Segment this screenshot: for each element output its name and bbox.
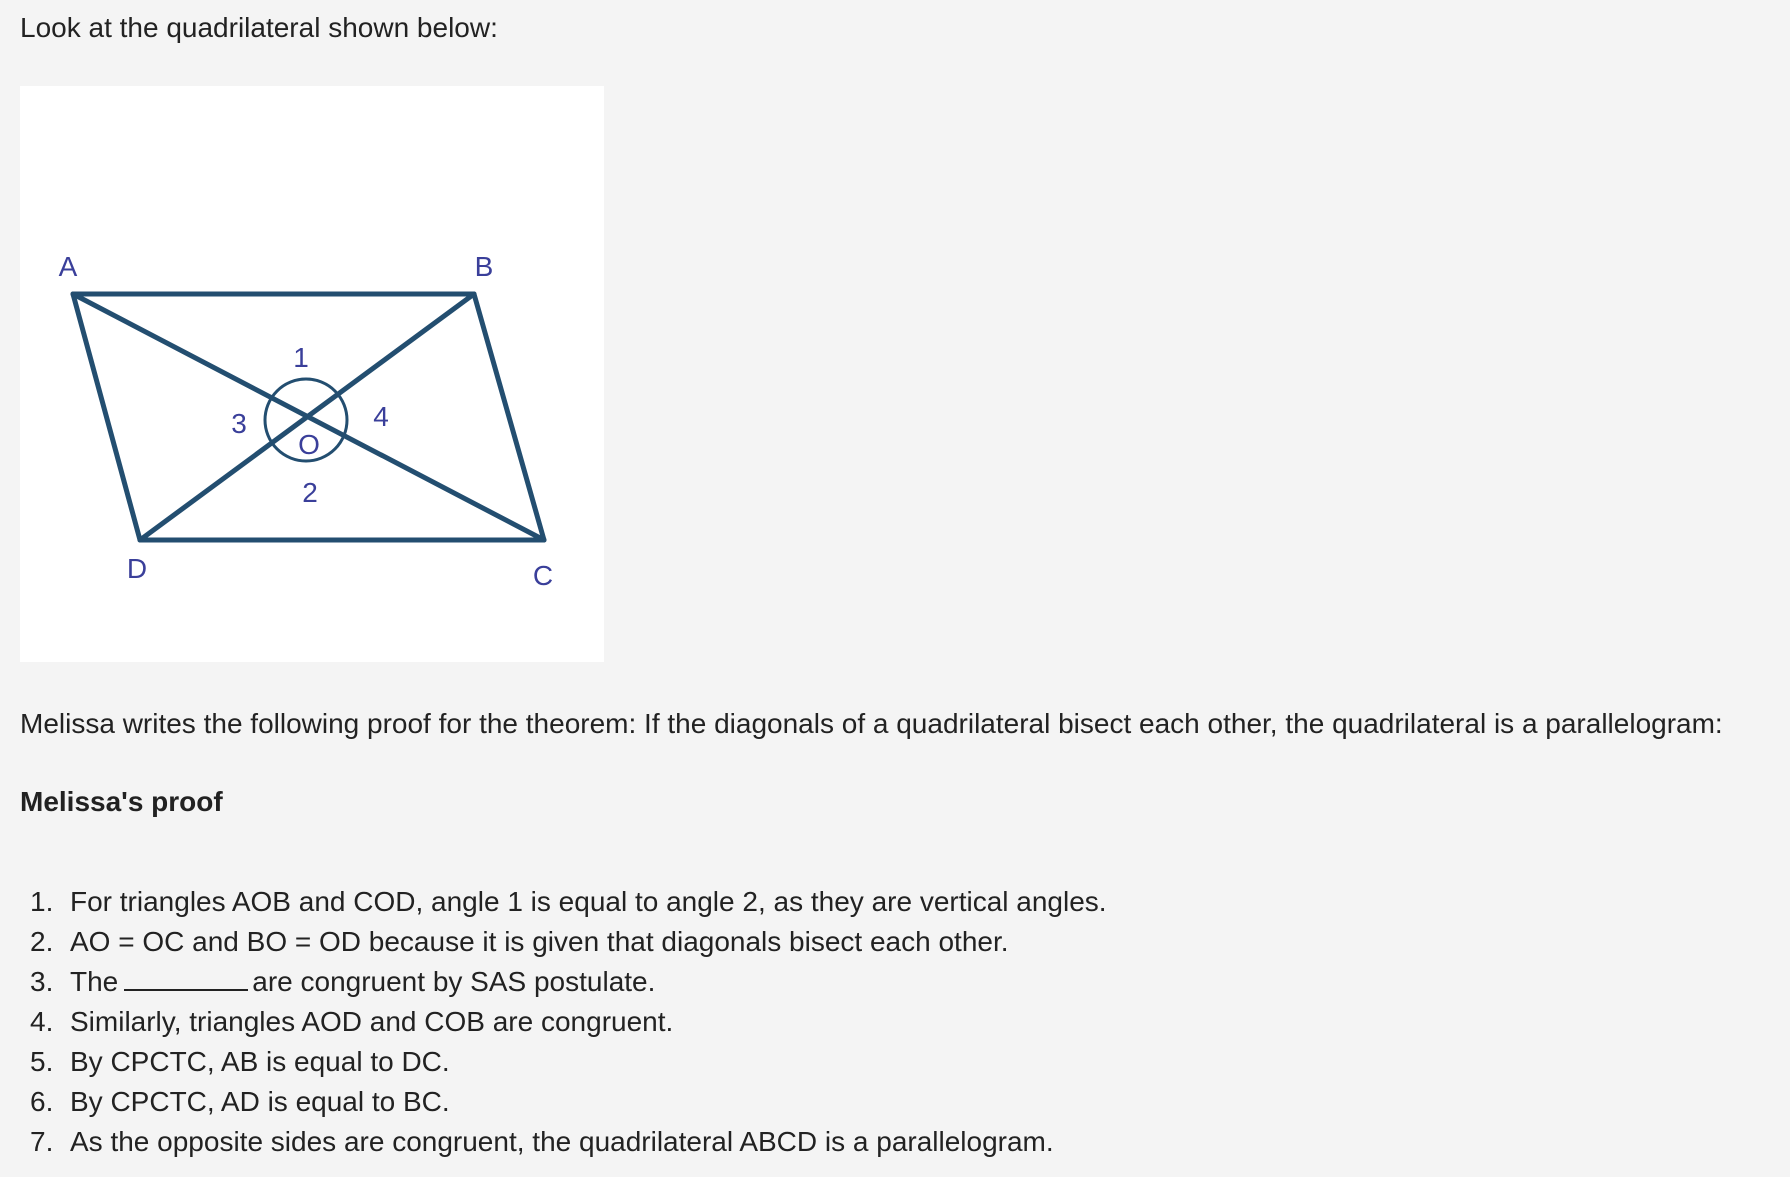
angle-label-2: 2 xyxy=(302,477,318,508)
proof-step: 4. Similarly, triangles AOD and COB are congruent. xyxy=(30,1006,674,1037)
answer-blank xyxy=(124,963,248,991)
side-da xyxy=(73,294,140,540)
quadrilateral-figure xyxy=(20,86,604,662)
vertex-label-c: C xyxy=(532,560,554,591)
angle-label-3: 3 xyxy=(231,408,247,439)
proof-step: 1. For triangles AOB and COD, angle 1 is equal to angle 2, as they are vertical angles. xyxy=(30,886,1107,917)
proof-step: 3. The are congruent by SAS postulate. xyxy=(30,962,1107,1002)
proof-step: 5. By CPCTC, AB is equal to DC. xyxy=(30,1046,450,1077)
proof-step: 2. AO = OC and BO = OD because it is given that diagonals bisect each other. xyxy=(30,926,1009,957)
quadrilateral-diagram xyxy=(20,86,604,662)
vertex-label-b: B xyxy=(474,251,494,282)
proof-step: 6. By CPCTC, AD is equal to BC. xyxy=(30,1086,450,1117)
proof-step: 7. As the opposite sides are congruent, the quadrilateral ABCD is a parallelogram. xyxy=(30,1126,1054,1157)
theorem-statement: Melissa writes the following proof for the theorem: If the diagonals of a quadrilateral bisect each other, the quadrilateral is a parallelogram: xyxy=(20,708,1723,739)
proof-heading: Melissa's proof xyxy=(20,786,223,817)
side-bc xyxy=(474,294,544,540)
center-label-o: O xyxy=(298,429,320,460)
angle-label-4: 4 xyxy=(373,401,389,432)
vertex-label-d: D xyxy=(126,553,148,584)
angle-label-1: 1 xyxy=(293,342,309,373)
intro-text: Look at the quadrilateral shown below: xyxy=(20,12,498,43)
proof-steps xyxy=(30,882,1107,1162)
vertex-label-a: A xyxy=(58,251,78,282)
